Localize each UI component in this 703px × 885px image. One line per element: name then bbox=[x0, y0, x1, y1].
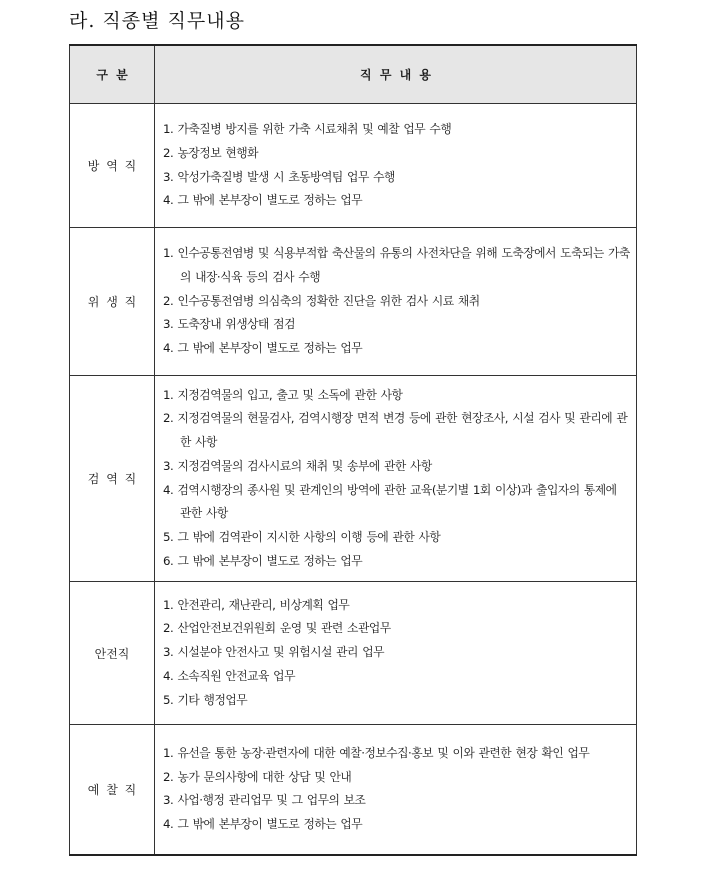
duty-list bbox=[155, 742, 636, 837]
table-row bbox=[70, 582, 637, 725]
list-item: 4. 그 밖에 본부장이 별도로 정하는 업무 bbox=[163, 193, 363, 208]
list-item: 3. 사업·행정 관리업무 및 그 업무의 보조 bbox=[163, 793, 366, 808]
duty-table bbox=[69, 44, 637, 856]
duty-list bbox=[155, 594, 636, 713]
list-item: 2. 농장정보 현행화 bbox=[163, 145, 259, 160]
row-category: 검 역 직 bbox=[70, 376, 155, 582]
list-item: 6. 그 밖에 본부장이 별도로 정하는 업무 bbox=[163, 553, 363, 568]
list-item: 3. 시설분야 안전사고 및 위험시설 관리 업무 bbox=[163, 645, 384, 660]
row-duties bbox=[155, 376, 637, 582]
header-category: 구 분 bbox=[70, 45, 155, 104]
section-heading: 라. 직종별 직무내용 bbox=[69, 10, 245, 32]
row-duties bbox=[155, 104, 637, 228]
list-item: 1. 인수공통전염병 및 식용부적합 축산물의 유통의 사전차단을 위해 도축장에서 도축되는 가축의 내장·식육 등의 검사 수행 bbox=[163, 246, 630, 284]
list-item: 1. 안전관리, 재난관리, 비상계획 업무 bbox=[163, 597, 350, 612]
list-item: 4. 소속직원 안전교육 업무 bbox=[163, 668, 295, 683]
row-duties bbox=[155, 725, 637, 855]
row-duties bbox=[155, 228, 637, 376]
list-item: 3. 지정검역물의 검사시료의 채취 및 송부에 관한 사항 bbox=[163, 458, 432, 473]
duty-list bbox=[155, 384, 636, 574]
table-row bbox=[70, 376, 637, 582]
list-item: 5. 그 밖에 검역관이 지시한 사항의 이행 등에 관한 사항 bbox=[163, 529, 441, 544]
row-duties bbox=[155, 582, 637, 725]
table-row bbox=[70, 104, 637, 228]
row-category: 위 생 직 bbox=[70, 228, 155, 376]
header-duties: 직 무 내 용 bbox=[155, 45, 637, 104]
list-item: 3. 악성가축질병 발생 시 초동방역팀 업무 수행 bbox=[163, 169, 395, 184]
list-item: 5. 기타 행정업무 bbox=[163, 692, 248, 707]
table-row bbox=[70, 228, 637, 376]
list-item: 4. 그 밖에 본부장이 별도로 정하는 업무 bbox=[163, 816, 363, 831]
list-item: 1. 가축질병 방지를 위한 가축 시료채취 및 예찰 업무 수행 bbox=[163, 122, 452, 137]
list-item: 4. 그 밖에 본부장이 별도로 정하는 업무 bbox=[163, 341, 363, 356]
row-category: 예 찰 직 bbox=[70, 725, 155, 855]
duty-list bbox=[155, 118, 636, 213]
list-item: 1. 유선을 통한 농장·관련자에 대한 예찰·정보수집·홍보 및 이와 관련한 현장 확인 업무 bbox=[163, 745, 590, 760]
list-item: 2. 산업안전보건위원회 운영 및 관련 소관업무 bbox=[163, 621, 391, 636]
list-item: 2. 농가 문의사항에 대한 상담 및 안내 bbox=[163, 769, 352, 784]
row-category: 방 역 직 bbox=[70, 104, 155, 228]
list-item: 1. 지정검역물의 입고, 출고 및 소독에 관한 사항 bbox=[163, 387, 403, 402]
list-item: 2. 인수공통전염병 의심축의 정확한 진단을 위한 검사 시료 채취 bbox=[163, 293, 480, 308]
list-item: 2. 지정검역물의 현물검사, 검역시행장 면적 변경 등에 관한 현장조사, 시설 검사 및 관리에 관한 사항 bbox=[163, 411, 628, 450]
row-category: 안전직 bbox=[70, 582, 155, 725]
list-item: 3. 도축장내 위생상태 점검 bbox=[163, 317, 295, 332]
table-row bbox=[70, 725, 637, 855]
list-item: 4. 검역시행장의 종사원 및 관계인의 방역에 관한 교육(분기별 1회 이상)과 출입자의 통제에 관한 사항 bbox=[163, 482, 617, 521]
duty-list bbox=[155, 242, 636, 361]
table-header-row bbox=[70, 45, 637, 104]
